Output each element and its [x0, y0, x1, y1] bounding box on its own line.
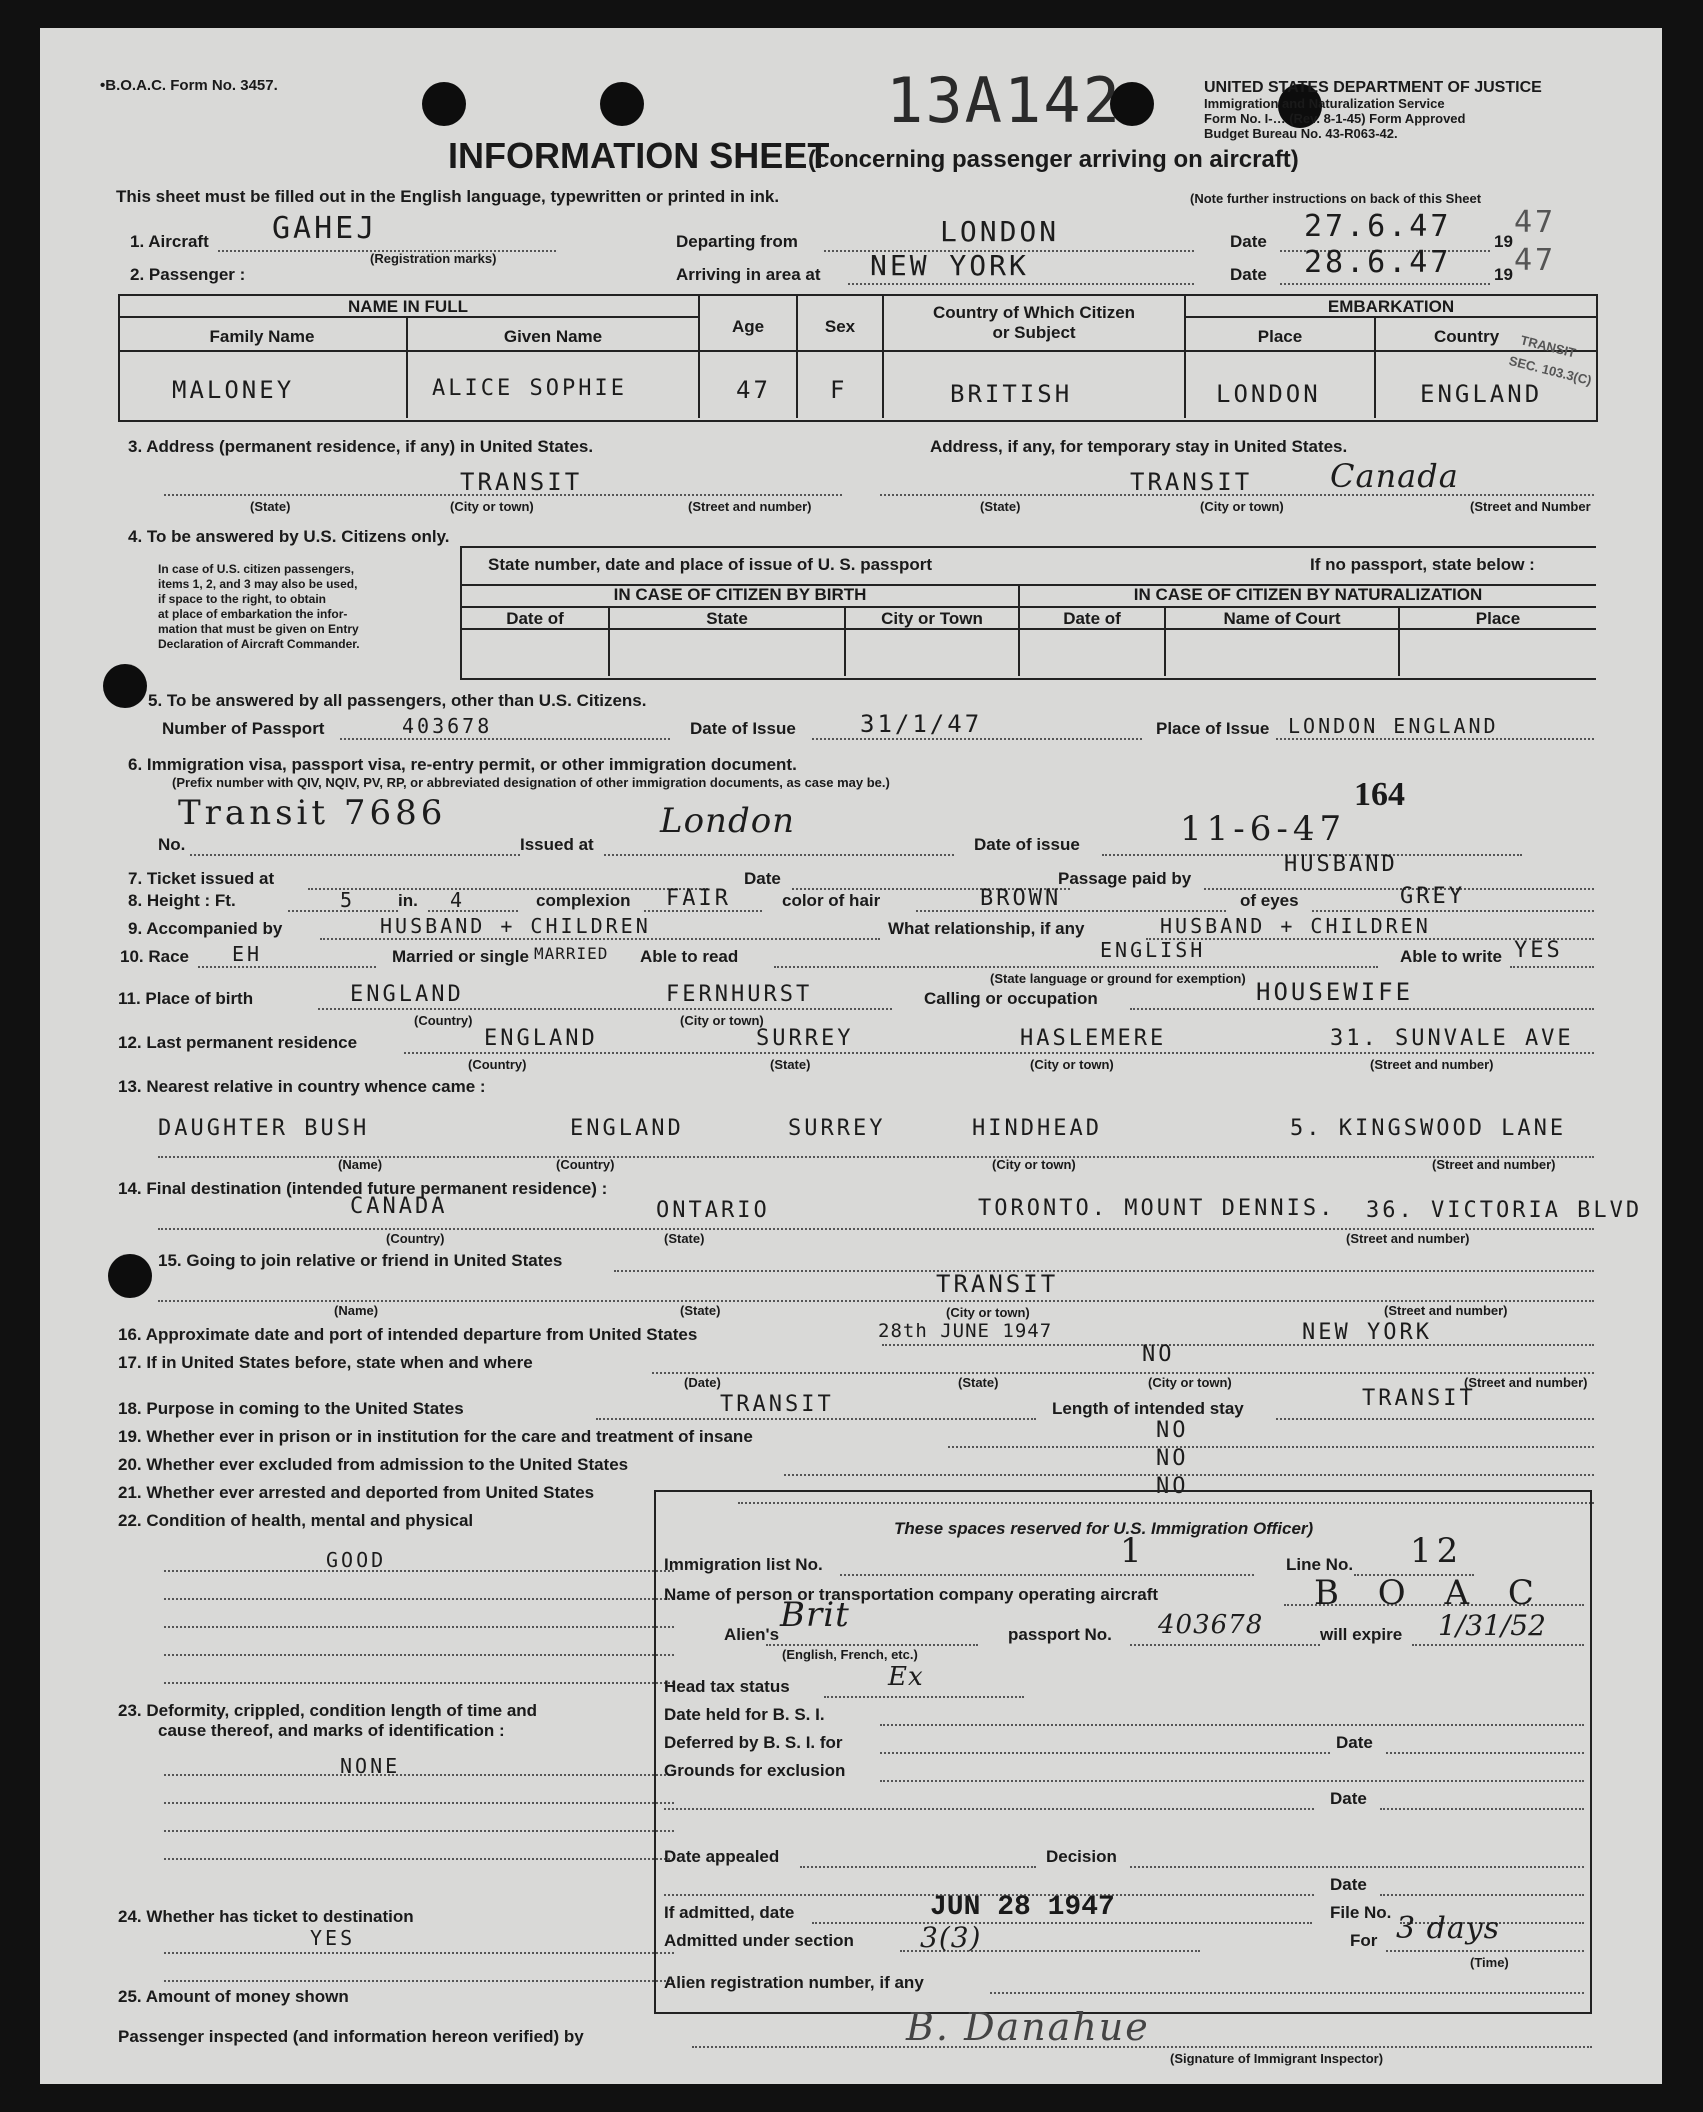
punch-hole — [103, 664, 147, 708]
state-caption: (State) — [250, 499, 291, 514]
fill-instruction: This sheet must be filled out in the English language, typewritten or printed in ink. — [116, 187, 780, 206]
final-destination-label: 14. Final destination (intended future permanent residence) : — [118, 1179, 608, 1198]
grounds-date-label: Date — [1330, 1789, 1367, 1808]
ticket-destination-value: YES — [310, 1926, 356, 1950]
department-line-4: Budget Bureau No. 43-R063-42. — [1204, 126, 1398, 141]
country-header: Country — [1434, 327, 1500, 346]
date-of-issue-label: Date of Issue — [690, 719, 796, 738]
last-residence-country-value: ENGLAND — [484, 1026, 598, 1051]
last-residence-label: 12. Last permanent residence — [118, 1033, 358, 1052]
length-of-stay-value: TRANSIT — [1362, 1386, 1476, 1411]
street-caption: (Street and number) — [688, 499, 812, 514]
name-in-full-header: NAME IN FULL — [348, 297, 468, 316]
country-caption: (Country) — [386, 1231, 445, 1246]
previous-visit-value: NO — [1142, 1342, 1175, 1367]
immigration-list-value: 1 — [1120, 1531, 1147, 1571]
age-header: Age — [731, 317, 765, 336]
head-tax-label: Head tax status — [664, 1677, 790, 1696]
year-prefix-1: 19 — [1494, 232, 1513, 251]
deported-answer-value: NO — [1156, 1474, 1189, 1499]
state-caption: (State) — [980, 499, 1021, 514]
will-expire-label: will expire — [1320, 1625, 1403, 1644]
visa-number-label: No. — [158, 835, 186, 854]
alien-nationality-label: Alien's — [724, 1625, 780, 1644]
aircraft-value: GAHEJ — [272, 211, 378, 246]
race-value: EH — [232, 942, 263, 966]
temporary-address-label: Address, if any, for temporary stay in United States. — [930, 437, 1348, 456]
ticket-date-label: Date — [744, 869, 781, 888]
relative-street-value: 5. KINGSWOOD LANE — [1290, 1116, 1567, 1141]
hair-color-label: color of hair — [782, 891, 881, 910]
deformity-value: NONE — [340, 1754, 401, 1778]
deformity-label-2: cause thereof, and marks of identification : — [158, 1721, 505, 1740]
ticket-issued-label: 7. Ticket issued at — [128, 869, 275, 888]
relative-state-value: SURREY — [788, 1116, 886, 1141]
visa-stamp-number: 164 — [1354, 776, 1405, 813]
city-caption: (City or town) — [450, 499, 534, 514]
place-of-issue-value: LONDON ENGLAND — [1288, 714, 1499, 738]
citizen-note: items 1, 2, and 3 may also be used, — [158, 577, 358, 591]
non-citizens-label: 5. To be answered by all passengers, other than U.S. Citizens. — [148, 691, 647, 710]
country-caption: (Country) — [556, 1157, 615, 1172]
embarkation-place-value: LONDON — [1216, 380, 1321, 408]
temporary-address-value: TRANSIT — [1130, 468, 1253, 496]
form-subtitle: (concerning passenger arriving on aircraft) — [808, 146, 1299, 173]
sex-header: Sex — [824, 317, 856, 336]
last-residence-state-value: SURREY — [756, 1026, 854, 1051]
court-header: Name of Court — [1223, 609, 1341, 628]
no-passport-label: If no passport, state below : — [1310, 555, 1535, 574]
departure-year-value: 47 — [1514, 205, 1557, 240]
departure-intent-date-value: 28th JUNE 1947 — [878, 1320, 1053, 1342]
eye-color-value: GREY — [1400, 884, 1465, 909]
age-value: 47 — [736, 376, 771, 404]
form-number: •B.O.A.C. Form No. 3457. — [100, 77, 278, 94]
relationship-label: What relationship, if any — [888, 919, 1085, 938]
officer-passport-value: 403678 — [1158, 1610, 1264, 1640]
visa-prefix-note: (Prefix number with QIV, NQIV, PV, RP, or abbreviated designation of other immigration documents, as case may be.) — [172, 775, 890, 790]
length-of-stay-label: Length of intended stay — [1052, 1399, 1244, 1418]
aircraft-label: 1. Aircraft — [130, 232, 209, 251]
street-caption: (Street and number) — [1346, 1231, 1470, 1246]
transit-stamp-line-1: TRANSIT — [1519, 332, 1578, 361]
punch-hole — [600, 82, 644, 126]
money-shown-label: 25. Amount of money shown — [118, 1987, 349, 2006]
birthplace-label: 11. Place of birth — [118, 989, 254, 1008]
arriving-value: NEW YORK — [870, 249, 1029, 282]
street-caption: (Street and number) — [1432, 1157, 1556, 1172]
will-expire-value: 1/31/52 — [1438, 1609, 1546, 1642]
passport-number-label: Number of Passport — [162, 719, 325, 738]
admitted-date-label: If admitted, date — [664, 1903, 795, 1922]
signature-caption: (Signature of Immigrant Inspector) — [1170, 2051, 1384, 2066]
street-caption: (Street and number) — [1464, 1375, 1588, 1390]
state-header: State — [706, 609, 748, 628]
nearest-relative-label: 13. Nearest relative in country whence came : — [118, 1077, 486, 1096]
height-inches-value: 4 — [450, 888, 466, 912]
department-line-1: UNITED STATES DEPARTMENT OF JUSTICE — [1204, 79, 1542, 96]
state-caption: (State) — [680, 1303, 721, 1318]
country-header-2: or Subject — [992, 323, 1076, 342]
citizen-note: In case of U.S. citizen passengers, — [158, 562, 355, 576]
excluded-answer-value: NO — [1156, 1446, 1189, 1471]
us-passport-label: State number, date and place of issue of U. S. passport — [488, 555, 932, 574]
information-sheet — [40, 28, 1662, 2084]
visa-number-value: Transit 7686 — [178, 793, 447, 833]
height-feet-value: 5 — [340, 888, 356, 912]
permanent-address-value: TRANSIT — [460, 468, 583, 496]
health-label: 22. Condition of health, mental and physical — [118, 1511, 474, 1530]
complexion-value: FAIR — [666, 886, 731, 911]
arriving-label: Arriving in area at — [676, 265, 821, 284]
date-label-2: Date — [1230, 265, 1267, 284]
further-instructions-note: (Note further instructions on back of this Sheet — [1190, 191, 1482, 206]
admitted-section-value: 3(3) — [920, 1921, 982, 1954]
state-caption: (State) — [770, 1057, 811, 1072]
country-header-1: Country of Which Citizen — [932, 303, 1136, 322]
last-residence-city-value: HASLEMERE — [1020, 1026, 1167, 1051]
operator-label: Name of person or transportation company operating aircraft — [664, 1585, 1159, 1604]
name-caption: (Name) — [334, 1303, 379, 1318]
address-label: 3. Address (permanent residence, if any) in United States. — [128, 437, 594, 456]
write-label: Able to write — [1400, 947, 1503, 966]
excluded-question-label: 20. Whether ever excluded from admission to the United States — [118, 1455, 629, 1474]
embarkation-header: EMBARKATION — [1327, 297, 1455, 316]
temporary-address-note: Canada — [1330, 457, 1459, 495]
inspected-by-label: Passenger inspected (and information hereon verified) by — [118, 2027, 584, 2046]
sex-value: F — [830, 376, 848, 404]
date-of-header: Date of — [506, 609, 564, 628]
married-value: MARRIED — [534, 944, 609, 963]
operator-value: B O A C — [1314, 1573, 1548, 1613]
accompanied-value: HUSBAND + CHILDREN — [380, 914, 651, 938]
stamp-number: 13A142 — [886, 64, 1122, 137]
deferred-label: Deferred by B. S. I. for — [664, 1733, 843, 1752]
read-label: Able to read — [640, 947, 739, 966]
relative-name-value: DAUGHTER BUSH — [158, 1116, 370, 1141]
destination-country-value: CANADA — [350, 1194, 448, 1219]
country-caption: (Country) — [414, 1013, 473, 1028]
transit-stamp-line-2: SEC. 103.3(C) — [1507, 352, 1594, 389]
passport-number-value: 403678 — [402, 714, 493, 738]
time-caption: (Time) — [1470, 1955, 1509, 1970]
street-caption: (Street and number) — [1370, 1057, 1494, 1072]
citizen-note: mation that must be given on Entry — [158, 622, 359, 636]
city-caption: (City or town) — [1030, 1057, 1114, 1072]
family-name-value: MALONEY — [172, 376, 295, 404]
embarkation-country-value: ENGLAND — [1420, 380, 1543, 408]
accompanied-label: 9. Accompanied by — [128, 919, 283, 938]
citizen-note: Declaration of Aircraft Commander. — [158, 637, 360, 651]
eyes-label: of eyes — [1240, 891, 1299, 910]
line-number-value: 12 — [1410, 1531, 1464, 1571]
deferred-date-label: Date — [1336, 1733, 1373, 1752]
citizen-note: at place of embarkation the infor- — [158, 607, 348, 621]
arrival-year-value: 47 — [1514, 243, 1557, 278]
join-relative-label: 15. Going to join relative or friend in United States — [158, 1251, 563, 1270]
decision-label: Decision — [1046, 1847, 1117, 1866]
city-caption: (City or town) — [1148, 1375, 1232, 1390]
complexion-label: complexion — [536, 891, 631, 910]
passage-paid-label: Passage paid by — [1058, 869, 1192, 888]
join-relative-value: TRANSIT — [936, 1270, 1059, 1298]
prison-question-label: 19. Whether ever in prison or in institution for the care and treatment of insane — [118, 1427, 753, 1446]
married-label: Married or single — [392, 947, 529, 966]
alien-nationality-value: Brit — [780, 1595, 850, 1635]
departure-intent-port-value: NEW YORK — [1302, 1320, 1432, 1345]
alien-registration-label: Alien registration number, if any — [664, 1973, 924, 1992]
destination-state-value: ONTARIO — [656, 1198, 770, 1223]
destination-street-value: 36. VICTORIA BLVD — [1366, 1198, 1643, 1223]
file-number-label: File No. — [1330, 1903, 1392, 1922]
inspector-signature: B. Danahue — [906, 2005, 1150, 2049]
deported-question-label: 21. Whether ever arrested and deported from United States — [118, 1483, 595, 1502]
write-value: YES — [1514, 938, 1563, 963]
head-tax-value: Ex — [888, 1662, 924, 1692]
immigration-visa-label: 6. Immigration visa, passport visa, re-entry permit, or other immigration document. — [128, 755, 797, 774]
place-of-issue-label: Place of Issue — [1156, 719, 1270, 738]
given-name-header: Given Name — [503, 327, 603, 346]
officer-passport-label: passport No. — [1008, 1625, 1112, 1644]
place-header: Place — [1257, 327, 1303, 346]
citizenship-value: BRITISH — [950, 380, 1073, 408]
deformity-label-1: 23. Deformity, crippled, condition length of time and — [118, 1701, 538, 1720]
previous-visit-label: 17. If in United States before, state when and where — [118, 1353, 533, 1372]
height-label: 8. Height : Ft. — [128, 891, 236, 910]
admitted-date-stamp: JUN 28 1947 — [930, 1892, 1115, 1923]
visa-date-value: 11-6-47 — [1180, 809, 1347, 849]
street-caption: (Street and Number — [1470, 499, 1591, 514]
prison-answer-value: NO — [1156, 1418, 1189, 1443]
issued-at-label: Issued at — [520, 835, 594, 854]
purpose-value: TRANSIT — [720, 1392, 834, 1417]
form-title: INFORMATION SHEET — [448, 135, 830, 176]
admitted-section-label: Admitted under section — [664, 1931, 854, 1950]
date-appealed-label: Date appealed — [664, 1847, 780, 1866]
read-exemption-caption: (State language or ground for exemption) — [990, 971, 1246, 986]
state-caption: (State) — [958, 1375, 999, 1390]
last-residence-street-value: 31. SUNVALE AVE — [1330, 1026, 1574, 1051]
departure-intent-label: 16. Approximate date and port of intended departure from United States — [118, 1325, 698, 1344]
birth-country-value: ENGLAND — [350, 982, 464, 1007]
relative-country-value: ENGLAND — [570, 1116, 684, 1141]
us-citizens-label: 4. To be answered by U.S. Citizens only. — [128, 527, 450, 546]
officer-box-title: These spaces reserved for U.S. Immigration Officer) — [894, 1519, 1314, 1538]
citizen-by-birth-header: IN CASE OF CITIZEN BY BIRTH — [613, 585, 867, 604]
department-line-2: Immigration and Naturalization Service — [1204, 96, 1445, 111]
immigration-list-label: Immigration list No. — [664, 1555, 823, 1574]
citizen-by-naturalization-header: IN CASE OF CITIZEN BY NATURALIZATION — [1133, 585, 1483, 604]
city-caption: (City or town) — [946, 1305, 1030, 1320]
city-caption: (City or town) — [992, 1157, 1076, 1172]
nationality-caption: (English, French, etc.) — [782, 1647, 918, 1662]
city-caption: (City or town) — [1200, 499, 1284, 514]
admitted-for-value: 3 days — [1396, 1911, 1501, 1946]
health-value: GOOD — [326, 1548, 387, 1572]
punch-hole — [422, 82, 466, 126]
relationship-value: HUSBAND + CHILDREN — [1160, 914, 1431, 938]
grounds-label: Grounds for exclusion — [664, 1761, 846, 1780]
date-label-1: Date — [1230, 232, 1267, 251]
issued-at-value: London — [660, 801, 796, 841]
hair-color-value: BROWN — [980, 886, 1062, 911]
occupation-label: Calling or occupation — [924, 989, 1098, 1008]
departure-date-value: 27.6.47 — [1304, 209, 1452, 244]
place-header: Place — [1475, 609, 1521, 628]
date-of-header: Date of — [1063, 609, 1121, 628]
visa-date-label: Date of issue — [974, 835, 1080, 854]
street-caption: (Street and number) — [1384, 1303, 1508, 1318]
registration-caption: (Registration marks) — [370, 251, 497, 266]
citizen-note: if space to the right, to obtain — [158, 592, 326, 606]
held-for-bsi-label: Date held for B. S. I. — [664, 1705, 825, 1724]
purpose-label: 18. Purpose in coming to the United States — [118, 1399, 464, 1418]
for-label: For — [1350, 1931, 1378, 1950]
destination-city-value: TORONTO. MOUNT DENNIS. — [978, 1196, 1336, 1221]
arrival-date-value: 28.6.47 — [1304, 245, 1452, 280]
relative-city-value: HINDHEAD — [972, 1116, 1102, 1141]
departing-label: Departing from — [676, 232, 798, 251]
inches-label: in. — [398, 891, 418, 910]
birth-city-value: FERNHURST — [666, 982, 813, 1007]
ticket-destination-label: 24. Whether has ticket to destination — [118, 1907, 414, 1926]
passenger-label: 2. Passenger : — [130, 265, 246, 284]
race-label: 10. Race — [120, 947, 189, 966]
family-name-header: Family Name — [209, 327, 315, 346]
punch-hole — [108, 1254, 152, 1298]
passage-paid-value: HUSBAND — [1284, 852, 1398, 877]
city-caption: (City or town) — [680, 1013, 764, 1028]
year-prefix-2: 19 — [1494, 265, 1513, 284]
departing-value: LONDON — [940, 215, 1060, 248]
city-header: City or Town — [881, 609, 983, 628]
appeal-date-label: Date — [1330, 1875, 1367, 1894]
date-caption: (Date) — [684, 1375, 721, 1390]
line-number-label: Line No. — [1286, 1555, 1354, 1574]
given-name-value: ALICE SOPHIE — [432, 376, 627, 401]
name-caption: (Name) — [338, 1157, 383, 1172]
state-caption: (State) — [664, 1231, 705, 1246]
department-line-3: Form No. I-… (Rev. 8-1-45) Form Approved — [1204, 111, 1466, 126]
date-of-issue-value: 31/1/47 — [860, 710, 983, 738]
read-value: ENGLISH — [1100, 938, 1206, 962]
country-caption: (Country) — [468, 1057, 527, 1072]
occupation-value: HOUSEWIFE — [1256, 978, 1414, 1006]
